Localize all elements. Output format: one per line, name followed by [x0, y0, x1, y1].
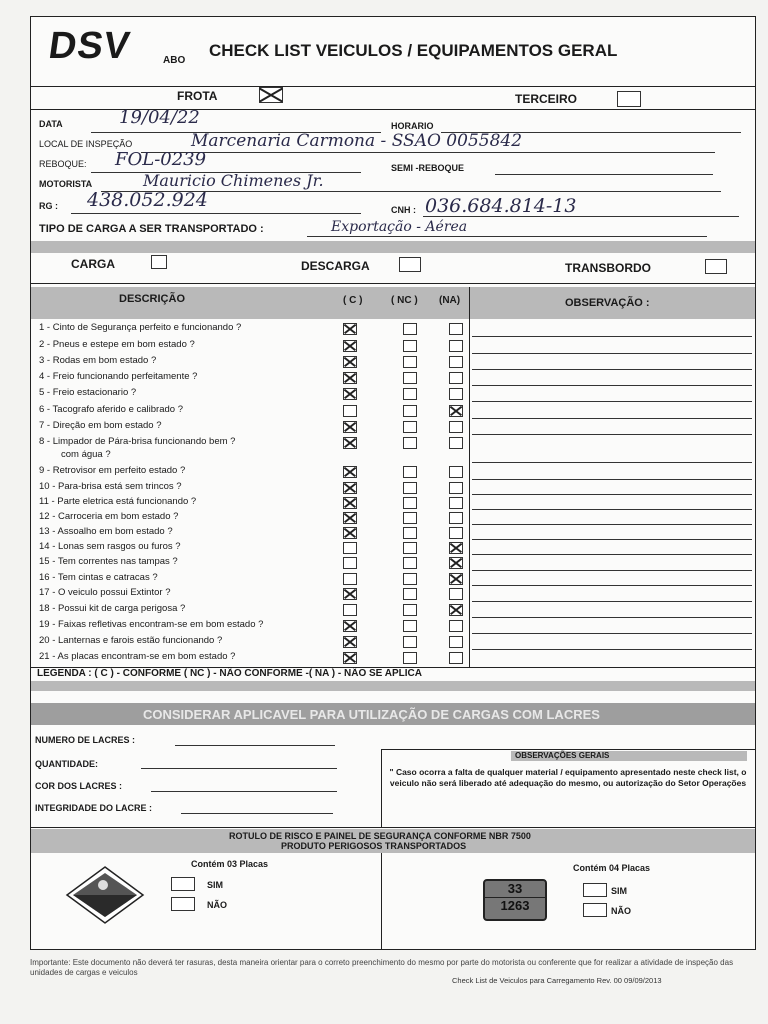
item-10-c-checkbox[interactable] — [343, 482, 357, 494]
rg-value[interactable]: 438.052.924 — [87, 189, 208, 211]
item-8-nc-checkbox[interactable] — [403, 437, 417, 449]
col-descricao: DESCRIÇÃO — [119, 293, 186, 305]
checklist-item-13: 13 - Assoalho em bom estado ? — [39, 526, 173, 537]
observacao-line-2[interactable] — [472, 353, 752, 354]
observacao-line-20[interactable] — [472, 649, 752, 650]
item-10-na-checkbox[interactable] — [449, 482, 463, 494]
checklist-item-17: 17 - O veiculo possui Extintor ? — [39, 587, 171, 598]
descarga-checkbox[interactable] — [399, 257, 421, 272]
item-19-na-checkbox[interactable] — [449, 620, 463, 632]
item-9-na-checkbox[interactable] — [449, 466, 463, 478]
item-18-na-checkbox[interactable] — [449, 604, 463, 616]
descarga-label: DESCARGA — [301, 259, 370, 273]
quantidade-label: QUANTIDADE: — [35, 759, 98, 769]
nao-04-checkbox[interactable] — [583, 903, 607, 917]
item-6-c-checkbox[interactable] — [343, 405, 357, 417]
data-label: DATA — [39, 119, 63, 129]
item-17-nc-checkbox[interactable] — [403, 588, 417, 600]
motorista-value[interactable]: Mauricio Chimenes Jr. — [143, 171, 324, 190]
item-2-nc-checkbox[interactable] — [403, 340, 417, 352]
cor-lacres-input[interactable] — [151, 791, 337, 792]
checklist-item-7: 7 - Direção em bom estado ? — [39, 420, 162, 431]
cnh-value[interactable]: 036.684.814-13 — [425, 195, 577, 217]
observacao-line-11[interactable] — [472, 509, 752, 510]
numero-lacres-label: NUMERO DE LACRES : — [35, 735, 136, 745]
col-c: ( C ) — [343, 295, 363, 306]
checklist-item-18: 18 - Possui kit de carga perigosa ? — [39, 603, 186, 614]
checklist-item-15: 15 - Tem correntes nas tampas ? — [39, 556, 178, 567]
observacao-line-19[interactable] — [472, 633, 752, 634]
nao-03-checkbox[interactable] — [171, 897, 195, 911]
obs-gerais-text: " Caso ocorra a falta de qualquer material / equipamento apresentado neste check list, o veiculo não será liberado até adequação do mesmo, ou autorização do Setor Operações — [389, 767, 747, 788]
seals-header: CONSIDERAR APLICAVEL PARA UTILIZAÇÃO DE CARGAS COM LACRES — [143, 707, 600, 722]
checklist-item-9: 9 - Retrovisor em perfeito estado ? — [39, 465, 186, 476]
legend-text: LEGENDA : ( C ) - CONFORME ( NC ) - NÃO CONFORME -( NA ) - NÃO SE APLICA — [37, 668, 422, 679]
checklist-item-11: 11 - Parte eletrica está funcionando ? — [39, 496, 197, 507]
data-value[interactable]: 19/04/22 — [119, 107, 200, 128]
item-11-c-checkbox[interactable] — [343, 497, 357, 509]
item-12-c-checkbox[interactable] — [343, 512, 357, 524]
item-14-c-checkbox[interactable] — [343, 542, 357, 554]
item-18-nc-checkbox[interactable] — [403, 604, 417, 616]
item-18-c-checkbox[interactable] — [343, 604, 357, 616]
item-7-nc-checkbox[interactable] — [403, 421, 417, 433]
item-12-nc-checkbox[interactable] — [403, 512, 417, 524]
cor-lacres-label: COR DOS LACRES : — [35, 781, 123, 791]
item-5-c-checkbox[interactable] — [343, 388, 357, 400]
transbordo-checkbox[interactable] — [705, 259, 727, 274]
item-13-na-checkbox[interactable] — [449, 527, 463, 539]
obs-gerais-title: OBSERVAÇÕES GERAIS — [515, 751, 610, 760]
sim-04-label: SIM — [611, 886, 628, 896]
item-14-na-checkbox[interactable] — [449, 542, 463, 554]
integridade-input[interactable] — [181, 813, 333, 814]
item-11-na-checkbox[interactable] — [449, 497, 463, 509]
item-3-c-checkbox[interactable] — [343, 356, 357, 368]
col-na: (NA) — [439, 295, 461, 306]
item-2-c-checkbox[interactable] — [343, 340, 357, 352]
item-21-c-checkbox[interactable] — [343, 652, 357, 664]
observacao-line-10[interactable] — [472, 494, 752, 495]
item-6-nc-checkbox[interactable] — [403, 405, 417, 417]
integridade-label: INTEGRIDADE DO LACRE : — [35, 803, 152, 813]
footer-note: Importante: Este documento não deverá ter rasuras, desta maneira orientar para o correto preenchimento do mesmo por parte do motorista ou conferente que for realizar a atividade de inspeção das unidades de cargas e veiculos — [30, 958, 734, 977]
col-observacao: OBSERVAÇÃO : — [565, 297, 650, 309]
item-21-na-checkbox[interactable] — [449, 652, 463, 664]
panel-bottom-number: 1263 — [485, 897, 545, 914]
item-10-nc-checkbox[interactable] — [403, 482, 417, 494]
item-16-c-checkbox[interactable] — [343, 573, 357, 585]
observacao-line-18[interactable] — [472, 617, 752, 618]
contem-04-label: Contém 04 Placas — [573, 863, 651, 873]
contem-03-label: Contém 03 Placas — [191, 859, 269, 869]
item-15-na-checkbox[interactable] — [449, 557, 463, 569]
item-1-na-checkbox[interactable] — [449, 323, 463, 335]
item-20-nc-checkbox[interactable] — [403, 636, 417, 648]
item-14-nc-checkbox[interactable] — [403, 542, 417, 554]
item-8-na-checkbox[interactable] — [449, 437, 463, 449]
horario-label: HORARIO — [391, 121, 434, 131]
checklist-item-12: 12 - Carroceria em bom estado ? — [39, 511, 179, 522]
sim-03-checkbox[interactable] — [171, 877, 195, 891]
item-5-nc-checkbox[interactable] — [403, 388, 417, 400]
local-label: LOCAL DE INSPEÇÃO — [39, 139, 133, 149]
item-17-c-checkbox[interactable] — [343, 588, 357, 600]
tipo-carga-label: TIPO DE CARGA A SER TRANSPORTADO : — [39, 223, 264, 235]
checklist-item-4: 4 - Freio funcionando perfeitamente ? — [39, 371, 198, 382]
checklist-item-5: 5 - Freio estacionario ? — [39, 387, 137, 398]
item-7-na-checkbox[interactable] — [449, 421, 463, 433]
item-8-c-checkbox[interactable] — [343, 437, 357, 449]
observacao-line-8[interactable] — [472, 462, 752, 463]
item-17-na-checkbox[interactable] — [449, 588, 463, 600]
rg-label: RG : — [39, 201, 58, 211]
checklist-item-1: 1 - Cinto de Segurança perfeito e funcionando ? — [39, 322, 242, 333]
hazard-diamond-icon — [65, 865, 145, 925]
observacao-line-4[interactable] — [472, 385, 752, 386]
item-6-na-checkbox[interactable] — [449, 405, 463, 417]
checklist-item-3: 3 - Rodas em bom estado ? — [39, 355, 157, 366]
observacao-line-14[interactable] — [472, 554, 752, 555]
hazard-panel-icon — [483, 879, 547, 921]
observacao-line-12[interactable] — [472, 524, 752, 525]
checklist-item-8: 8 - Limpador de Pára-brisa funcionando bem ? — [39, 436, 236, 447]
observacao-line-7[interactable] — [472, 434, 752, 435]
col-nc: ( NC ) — [391, 295, 418, 306]
observacao-line-17[interactable] — [472, 601, 752, 602]
hazard-title-1: ROTULO DE RISCO E PAINEL DE SEGURANÇA CONFORME NBR 7500 — [229, 831, 531, 841]
carga-label: CARGA — [71, 257, 115, 271]
numero-lacres-input[interactable] — [175, 745, 335, 746]
terceiro-label: TERCEIRO — [515, 92, 578, 106]
item-2-na-checkbox[interactable] — [449, 340, 463, 352]
abo-logo: ABO — [163, 55, 186, 66]
form-title: CHECK LIST VEICULOS / EQUIPAMENTOS GERAL — [209, 41, 618, 60]
checklist-item-16: 16 - Tem cintas e catracas ? — [39, 572, 158, 583]
observacao-line-9[interactable] — [472, 479, 752, 480]
item-16-nc-checkbox[interactable] — [403, 573, 417, 585]
item-15-nc-checkbox[interactable] — [403, 557, 417, 569]
item-19-nc-checkbox[interactable] — [403, 620, 417, 632]
sim-03-label: SIM — [207, 880, 224, 890]
cnh-label: CNH : — [391, 205, 416, 215]
checklist-item-8-cont: com água ? — [61, 449, 111, 460]
item-15-c-checkbox[interactable] — [343, 557, 357, 569]
observacao-line-16[interactable] — [472, 585, 752, 586]
observacao-line-1[interactable] — [472, 336, 752, 337]
item-7-c-checkbox[interactable] — [343, 421, 357, 433]
semi-reboque-label: SEMI -REBOQUE — [391, 163, 465, 173]
item-4-nc-checkbox[interactable] — [403, 372, 417, 384]
item-3-na-checkbox[interactable] — [449, 356, 463, 368]
item-19-c-checkbox[interactable] — [343, 620, 357, 632]
footer-revision: Check List de Veiculos para Carregamento Rev. 00 09/09/2013 — [452, 976, 662, 985]
observacao-line-6[interactable] — [472, 418, 752, 419]
sim-04-checkbox[interactable] — [583, 883, 607, 897]
item-9-nc-checkbox[interactable] — [403, 466, 417, 478]
tipo-carga-value[interactable]: Exportação - Aérea — [331, 219, 468, 235]
carga-checkbox[interactable] — [151, 255, 167, 269]
dsv-logo: DSV — [46, 25, 134, 67]
item-5-na-checkbox[interactable] — [449, 388, 463, 400]
terceiro-checkbox[interactable] — [617, 91, 641, 107]
motorista-label: MOTORISTA — [39, 179, 93, 189]
observacao-line-3[interactable] — [472, 369, 752, 370]
observacao-line-15[interactable] — [472, 570, 752, 571]
reboque-label: REBOQUE: — [39, 159, 87, 169]
observacao-line-13[interactable] — [472, 539, 752, 540]
checklist-item-20: 20 - Lanternas e farois estão funcionando ? — [39, 635, 223, 646]
item-3-nc-checkbox[interactable] — [403, 356, 417, 368]
reboque-value[interactable]: FOL-0239 — [115, 149, 207, 170]
item-20-c-checkbox[interactable] — [343, 636, 357, 648]
nao-03-label: NÃO — [207, 900, 227, 910]
item-20-na-checkbox[interactable] — [449, 636, 463, 648]
item-4-na-checkbox[interactable] — [449, 372, 463, 384]
checklist-item-2: 2 - Pneus e estepe em bom estado ? — [39, 339, 195, 350]
frota-label: FROTA — [177, 89, 218, 103]
checklist-item-6: 6 - Tacografo aferido e calibrado ? — [39, 404, 183, 415]
hazard-title-2: PRODUTO PERIGOSOS TRANSPORTADOS — [281, 841, 467, 851]
item-16-na-checkbox[interactable] — [449, 573, 463, 585]
checklist-item-10: 10 - Para-brisa está sem trincos ? — [39, 481, 182, 492]
frota-checkbox[interactable] — [259, 87, 283, 103]
item-13-nc-checkbox[interactable] — [403, 527, 417, 539]
local-value[interactable]: Marcenaria Carmona - SSAO 0055842 — [191, 131, 523, 151]
nao-04-label: NÃO — [611, 906, 631, 916]
checklist-item-19: 19 - Faixas refletivas encontram-se em bom estado ? — [39, 619, 264, 630]
checklist-item-21: 21 - As placas encontram-se em bom estado ? — [39, 651, 236, 662]
checklist-form — [30, 16, 756, 950]
item-4-c-checkbox[interactable] — [343, 372, 357, 384]
item-12-na-checkbox[interactable] — [449, 512, 463, 524]
transbordo-label: TRANSBORDO — [565, 261, 651, 275]
panel-top-number: 33 — [507, 881, 523, 896]
item-9-c-checkbox[interactable] — [343, 466, 357, 478]
checklist-item-14: 14 - Lonas sem rasgos ou furos ? — [39, 541, 181, 552]
quantidade-input[interactable] — [141, 768, 337, 769]
item-1-nc-checkbox[interactable] — [403, 323, 417, 335]
item-1-c-checkbox[interactable] — [343, 323, 357, 335]
item-13-c-checkbox[interactable] — [343, 527, 357, 539]
item-21-nc-checkbox[interactable] — [403, 652, 417, 664]
item-11-nc-checkbox[interactable] — [403, 497, 417, 509]
observacao-line-5[interactable] — [472, 401, 752, 402]
